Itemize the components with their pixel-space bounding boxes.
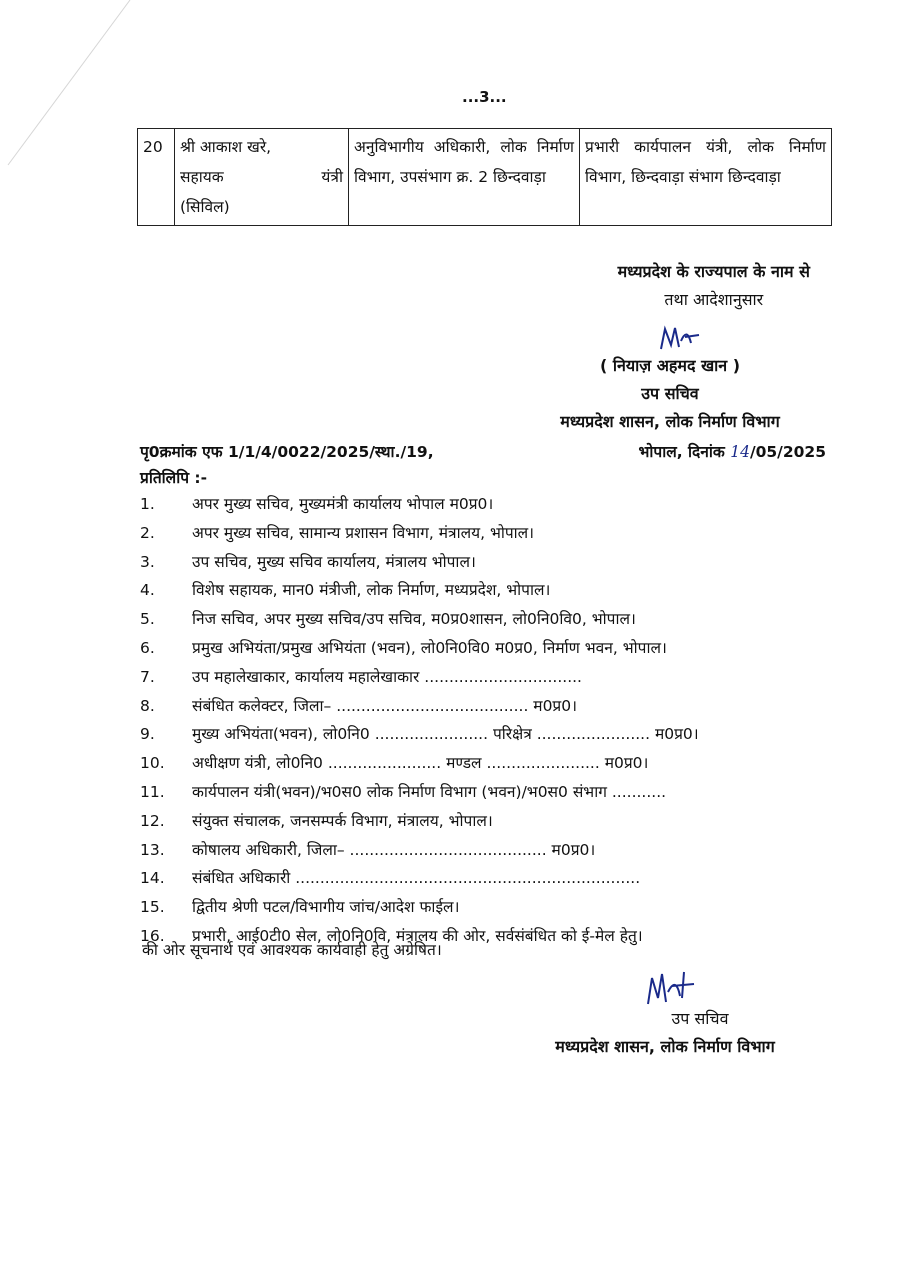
- table-row: [138, 129, 832, 226]
- signatory-designation: उप सचिव: [641, 384, 699, 403]
- current-post-cell: अनुविभागीय अधिकारी, लोक निर्माण विभाग, उपसंभाग क्र. 2 छिन्दवाड़ा: [349, 129, 580, 226]
- signature-icon: [638, 968, 698, 1008]
- item-text: प्रमुख अभियंता/प्रमुख अभियंता (भवन), लो0नि0वि0 म0प्र0, निर्माण भवन, भोपाल।: [192, 638, 667, 657]
- list-item: [140, 548, 830, 577]
- item-number: 5.: [140, 610, 155, 629]
- cc-label: प्रतिलिपि :-: [140, 469, 208, 487]
- item-number: 11.: [140, 782, 165, 801]
- name-cell: [175, 129, 349, 226]
- list-item: [140, 634, 830, 663]
- final-designation: उप सचिव: [671, 1009, 729, 1028]
- item-number: 15.: [140, 898, 165, 917]
- order-line-2: तथा आदेशानुसार: [664, 290, 764, 309]
- transfer-table: [137, 128, 832, 226]
- item-text: निज सचिव, अपर मुख्य सचिव/उप सचिव, म0प्र0शासन, लो0नि0वि0, भोपाल।: [192, 610, 636, 629]
- item-text: अपर मुख्य सचिव, सामान्य प्रशासन विभाग, मंत्रालय, भोपाल।: [192, 523, 535, 542]
- serial-cell: 20: [138, 129, 175, 226]
- name-line: (सिविल): [180, 198, 230, 216]
- item-text: संबंधित अधिकारी ......................................................................: [192, 869, 641, 888]
- name-line: श्री आकाश खरे,: [180, 138, 272, 156]
- list-item: [140, 576, 830, 605]
- item-text: अपर मुख्य सचिव, मुख्यमंत्री कार्यालय भोपाल म0प्र0।: [192, 495, 494, 513]
- name-line: सहायक यंत्री: [180, 168, 343, 186]
- item-number: 2.: [140, 523, 155, 542]
- list-item: [140, 519, 830, 548]
- final-signatory-block: [510, 1005, 820, 1061]
- list-item: [140, 807, 830, 836]
- signatory-block: [520, 352, 820, 436]
- page-number: ...3...: [462, 88, 507, 106]
- list-item: [140, 893, 830, 922]
- signatory-department: मध्यप्रदेश शासन, लोक निर्माण विभाग: [560, 412, 780, 431]
- item-text: द्वितीय श्रेणी पटल/विभागीय जांच/आदेश फाईल।: [192, 898, 460, 917]
- item-number: 9.: [140, 725, 155, 744]
- order-line-1: मध्यप्रदेश के राज्यपाल के नाम से: [617, 262, 810, 281]
- date-prefix: भोपाल, दिनांक: [638, 443, 725, 461]
- item-text: मुख्य अभियंता(भवन), लो0नि0 ....................... परिक्षेत्र ....................... म0प्र0।: [192, 725, 699, 744]
- item-number: 6.: [140, 638, 155, 657]
- item-number: 1.: [140, 495, 155, 513]
- order-authority: [618, 258, 810, 314]
- scan-artifact-line: [0, 0, 140, 170]
- item-number: 13.: [140, 840, 165, 859]
- date-day-handwritten: 14: [730, 443, 750, 461]
- item-text: उप सचिव, मुख्य सचिव कार्यालय, मंत्रालय भोपाल।: [192, 552, 476, 571]
- list-item: [140, 692, 830, 721]
- item-number: 7.: [140, 667, 155, 686]
- item-text: कोषालय अधिकारी, जिला– ........................................ म0प्र0।: [192, 840, 596, 859]
- list-item: [140, 490, 830, 519]
- forward-note: की ओर सूचनार्थ एवं आवश्यक कार्यवाही हेतु अग्रेषित।: [142, 941, 442, 959]
- item-text: कार्यपालन यंत्री(भवन)/भ0स0 लोक निर्माण विभाग (भवन)/भ0स0 संभाग ...........: [192, 782, 667, 801]
- item-number: 4.: [140, 581, 155, 600]
- date-rest: /05/2025: [749, 443, 826, 461]
- item-text: उप महालेखाकार, कार्यालय महालेखाकार ................................: [192, 667, 582, 686]
- item-text: विशेष सहायक, मान0 मंत्रीजी, लोक निर्माण, मध्यप्रदेश, भोपाल।: [192, 581, 551, 600]
- list-item: [140, 778, 830, 807]
- signatory-name: ( नियाज़ अहमद खान ): [599, 356, 741, 375]
- item-number: 10.: [140, 754, 165, 773]
- list-item: [140, 836, 830, 865]
- signature-initials-icon: [655, 323, 703, 353]
- new-post-cell: प्रभारी कार्यपालन यंत्री, लोक निर्माण विभाग, छिन्दवाड़ा संभाग छिन्दवाड़ा: [580, 129, 832, 226]
- list-item: [140, 720, 830, 749]
- item-text: अधीक्षण यंत्री, लो0नि0 ....................... मण्डल ....................... म0प्र0।: [192, 754, 649, 773]
- item-number: 3.: [140, 552, 155, 571]
- reference-row: [140, 440, 826, 462]
- item-number: 14.: [140, 869, 165, 888]
- list-item: [140, 663, 830, 692]
- list-item: [140, 605, 830, 634]
- item-number: 12.: [140, 811, 165, 830]
- reference-date: [639, 440, 826, 462]
- list-item: [140, 864, 830, 893]
- item-text: संबंधित कलेक्टर, जिला– ....................................... म0प्र0।: [192, 696, 577, 715]
- list-item: [140, 749, 830, 778]
- item-number: 8.: [140, 696, 155, 715]
- reference-number: पृ0क्रमांक एफ 1/1/4/0022/2025/स्था./19,: [140, 443, 434, 461]
- final-department: मध्यप्रदेश शासन, लोक निर्माण विभाग: [555, 1037, 775, 1056]
- cc-list: [140, 490, 830, 951]
- item-text: प्रभारी, आई0टी0 सेल, लो0नि0वि, मंत्रालय की ओर, सर्वसंबंधित को ई-मेल हेतु।: [192, 926, 643, 945]
- item-text: संयुक्त संचालक, जनसम्पर्क विभाग, मंत्रालय, भोपाल।: [192, 811, 493, 830]
- item-number: 16.: [140, 926, 165, 945]
